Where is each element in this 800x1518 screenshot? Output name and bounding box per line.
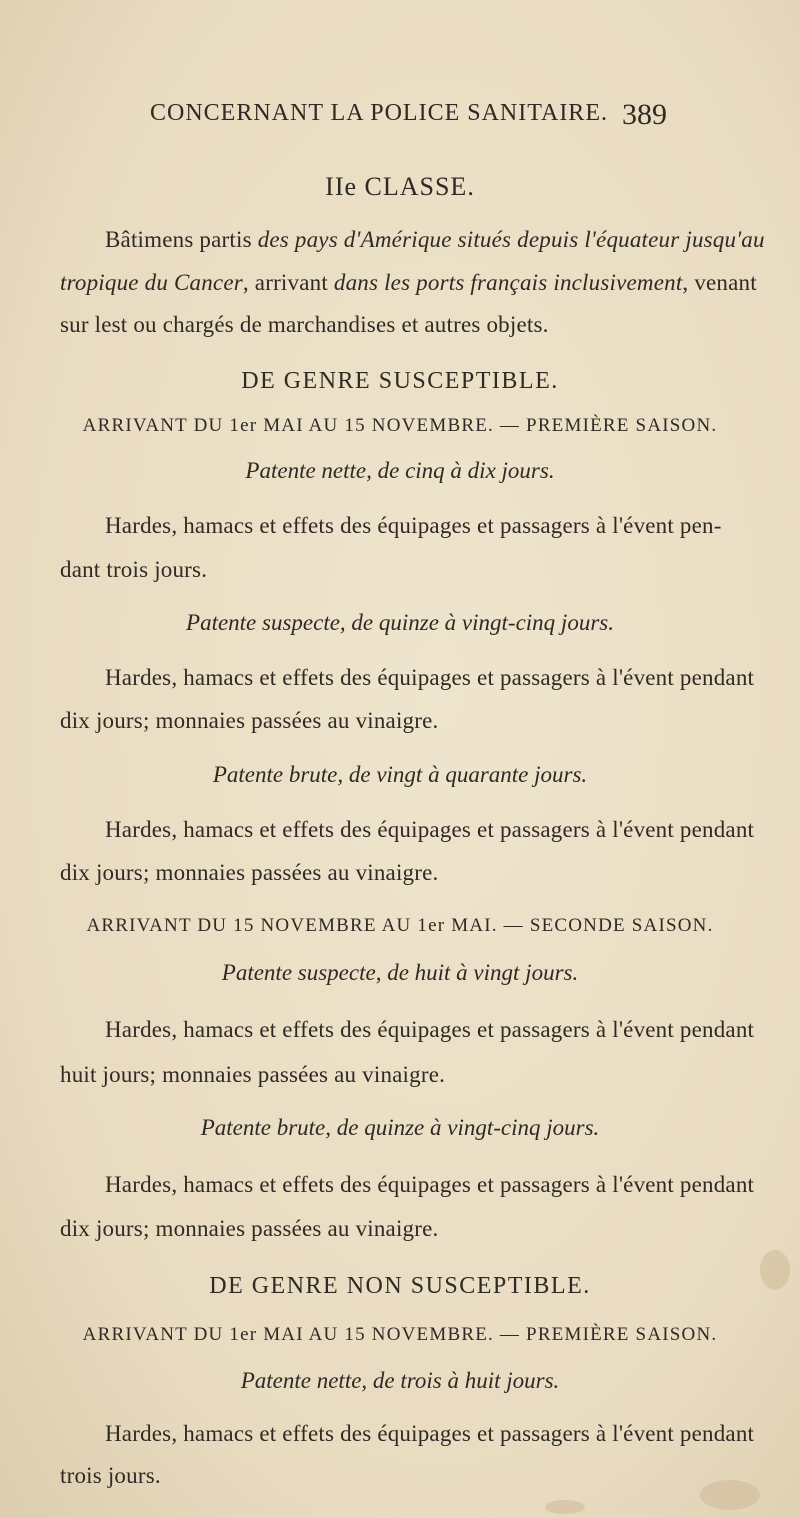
season-heading-first: ARRIVANT DU 1er MAI AU 15 NOVEMBRE. — PREMIÈRE SAISON. <box>82 1324 718 1345</box>
section-heading: IIe CLASSE. <box>325 172 475 201</box>
paragraph-line: trois jours. <box>60 1463 161 1488</box>
page-number: 389 <box>622 98 667 131</box>
genre-heading-susceptible: DE GENRE SUSCEPTIBLE. <box>241 368 559 394</box>
paragraph-line: Hardes, hamacs et effets des équipages et passagers à l'évent pendant <box>105 1421 755 1446</box>
patente-title: Patente nette, de trois à huit jours. <box>240 1368 560 1393</box>
genre-heading-non-susceptible: DE GENRE NON SUSCEPTIBLE. <box>209 1273 591 1299</box>
intro-text-italic: tropique du Cancer <box>60 270 243 295</box>
paragraph-line: Hardes, hamacs et effets des équipages et passagers à l'évent pendant <box>105 665 755 690</box>
intro-line-2 <box>60 270 757 296</box>
paragraph-line: dant trois jours. <box>60 557 208 582</box>
patente-title: Patente brute, de quinze à vingt-cinq jours. <box>200 1115 600 1140</box>
patente-title: Patente suspecte, de huit à vingt jours. <box>221 960 579 985</box>
season-heading-second: ARRIVANT DU 15 NOVEMBRE AU 1er MAI. — SECONDE SAISON. <box>86 915 714 936</box>
intro-line-1 <box>105 227 765 253</box>
paragraph-line: Hardes, hamacs et effets des équipages et passagers à l'évent pendant <box>105 817 755 842</box>
intro-text-italic: des pays d'Amérique situés depuis l'équateur jusqu'au <box>257 227 765 252</box>
running-head: CONCERNANT LA POLICE SANITAIRE. <box>150 100 608 126</box>
paragraph-line: dix jours; monnaies passées au vinaigre. <box>60 860 439 885</box>
intro-text: , venant <box>682 270 757 295</box>
paragraph-line: Hardes, hamacs et effets des équipages et passagers à l'évent pendant <box>105 1017 755 1042</box>
paper-stain <box>545 1500 585 1514</box>
patente-title: Patente suspecte, de quinze à vingt-cinq jours. <box>186 610 614 635</box>
paragraph-line: dix jours; monnaies passées au vinaigre. <box>60 1216 439 1241</box>
paragraph-line: Hardes, hamacs et effets des équipages et passagers à l'évent pen- <box>105 513 722 538</box>
intro-text: Bâtimens partis <box>105 227 258 252</box>
season-heading-first: ARRIVANT DU 1er MAI AU 15 NOVEMBRE. — PREMIÈRE SAISON. <box>82 415 718 436</box>
paragraph-line: dix jours; monnaies passées au vinaigre. <box>60 708 439 733</box>
patente-title: Patente nette, de cinq à dix jours. <box>245 458 555 483</box>
paper-stain <box>700 1480 760 1510</box>
paragraph-line: huit jours; monnaies passées au vinaigre. <box>60 1062 446 1087</box>
intro-text-italic: dans les ports français inclusivement <box>333 270 683 295</box>
paper-stain <box>760 1250 790 1290</box>
intro-text: , arrivant <box>242 270 334 295</box>
paragraph-line: Hardes, hamacs et effets des équipages et passagers à l'évent pendant <box>105 1172 755 1197</box>
intro-line-3: sur lest ou chargés de marchandises et autres objets. <box>60 312 549 337</box>
patente-title: Patente brute, de vingt à quarante jours. <box>212 762 588 787</box>
